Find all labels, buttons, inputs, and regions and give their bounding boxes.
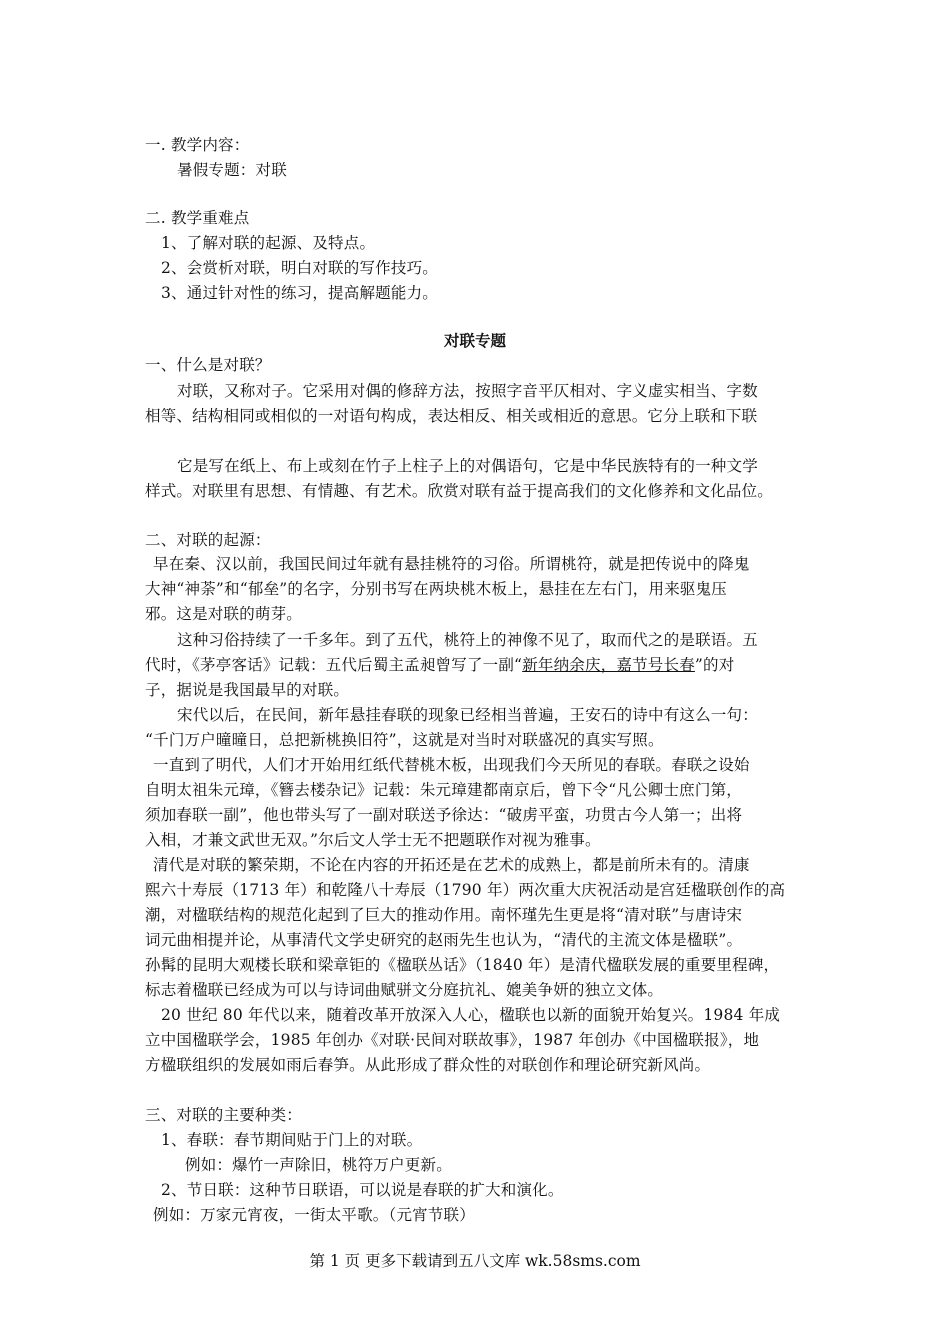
- text-segment: 代时，《茅亭客话》记载：五代后蜀主孟昶曾写了一副“: [145, 656, 523, 674]
- paragraph-line: 一直到了明代，人们才开始用红纸代替桃木板，出现我们今天所见的春联。春联之设始: [153, 756, 750, 774]
- paragraph-line: 子，据说是我国最早的对联。: [145, 681, 350, 699]
- paragraph-line: 词元曲相提并论，从事清代文学史研究的赵雨先生也认为，“清代的主流文体是楹联”。: [145, 931, 743, 949]
- underlined-couplet: 新年纳余庆，嘉节号长春: [522, 656, 695, 674]
- focus-item: 1、了解对联的起源、及特点。: [161, 234, 376, 252]
- page-footer: 第 1 页 更多下载请到五八文库 wk.58sms.com: [309, 1252, 641, 1270]
- content-heading: 一. 教学内容：: [145, 136, 250, 154]
- paragraph-line: 孙髯的昆明大观楼长联和梁章钜的《楹联丛话》（1840 年）是清代楹联发展的重要里程碑，: [145, 956, 780, 974]
- focus-item: 2、会赏析对联，明白对联的写作技巧。: [161, 259, 438, 277]
- list-item: 1、春联：春节期间贴于门上的对联。: [161, 1131, 423, 1149]
- paragraph-line: 立中国楹联学会，1985 年创办《对联·民间对联故事》，1987 年创办《中国楹联报》，地: [145, 1031, 760, 1049]
- focus-item: 3、通过针对性的练习，提高解题能力。: [161, 284, 438, 302]
- paragraph-line: 它是写在纸上、布上或刻在竹子上柱子上的对偶语句，它是中华民族特有的一种文学: [177, 457, 758, 475]
- paragraph-line: 对联，又称对子。它采用对偶的修辞方法，按照字音平仄相对、字义虚实相当、字数: [177, 382, 758, 400]
- section-heading: 二、对联的起源：: [145, 531, 271, 549]
- paragraph-line: 宋代以后，在民间，新年悬挂春联的现象已经相当普遍，王安石的诗中有这么一句：: [177, 706, 758, 724]
- paragraph-line: 自明太祖朱元璋，《簪去楼杂记》记载：朱元璋建都南京后，曾下令“凡公卿士庶门第，: [145, 781, 742, 799]
- paragraph-line: 20 世纪 80 年代以来，随着改革开放深入人心，楹联也以新的面貌开始复兴。1984 年成: [161, 1006, 781, 1024]
- paragraph-line: 潮，对楹联结构的规范化起到了巨大的推动作用。南怀瑾先生更是将“清对联”与唐诗宋: [145, 906, 743, 924]
- paragraph-line: 入相，才兼文武世无双。”尔后文人学士无不把题联作对视为雅事。: [145, 831, 601, 849]
- content-topic: 暑假专题：对联: [177, 161, 287, 179]
- paragraph-line: 相等、结构相同或相似的一对语句构成，表达相反、相关或相近的意思。它分上联和下联: [145, 407, 758, 425]
- doc-title: 对联专题: [443, 331, 506, 350]
- paragraph-line: “千门万户曈曈日，总把新桃换旧符”，这就是对当时对联盛况的真实写照。: [145, 731, 664, 749]
- section-heading: 一、什么是对联？: [145, 356, 271, 374]
- list-item-example: 例如：万家元宵夜，一街太平歌。（元宵节联）: [153, 1206, 475, 1224]
- list-item: 2、节日联：这种节日联语，可以说是春联的扩大和演化。: [161, 1181, 564, 1199]
- paragraph-line: 样式。对联里有思想、有情趣、有艺术。欣赏对联有益于提高我们的文化修养和文化品位。: [145, 482, 774, 500]
- text-segment: ”的对: [694, 656, 735, 674]
- paragraph-line: 大神“神荼”和“郁垒”的名字，分别书写在两块桃木板上，悬挂在左右门，用来驱鬼压: [145, 580, 727, 598]
- paragraph-line: 方楹联组织的发展如雨后春笋。从此形成了群众性的对联创作和理论研究新风尚。: [145, 1056, 711, 1074]
- paragraph-line: 邪。这是对联的萌芽。: [145, 605, 303, 623]
- paragraph-line: [145, 655, 734, 675]
- focus-heading: 二. 教学重难点: [145, 209, 250, 227]
- paragraph-line: 这种习俗持续了一千多年。到了五代，桃符上的神像不见了，取而代之的是联语。五: [177, 631, 758, 649]
- section-heading: 三、对联的主要种类：: [145, 1106, 303, 1124]
- paragraph-line: 清代是对联的繁荣期，不论在内容的开拓还是在艺术的成熟上，都是前所未有的。清康: [153, 856, 750, 874]
- paragraph-line: 早在秦、汉以前，我国民间过年就有悬挂桃符的习俗。所谓桃符，就是把传说中的降鬼: [153, 555, 750, 573]
- paragraph-line: 熙六十寿辰（1713 年）和乾隆八十寿辰（1790 年）两次重大庆祝活动是宫廷楹联创作的高: [145, 881, 786, 899]
- paragraph-line: 标志着楹联已经成为可以与诗词曲赋骈文分庭抗礼、媲美争妍的独立文体。: [145, 981, 664, 999]
- paragraph-line: 须加春联一副”，他也带头写了一副对联送予徐达：“破虏平蛮，功贯古今人第一；出将: [145, 806, 743, 824]
- list-item-example: 例如：爆竹一声除旧，桃符万户更新。: [185, 1156, 452, 1174]
